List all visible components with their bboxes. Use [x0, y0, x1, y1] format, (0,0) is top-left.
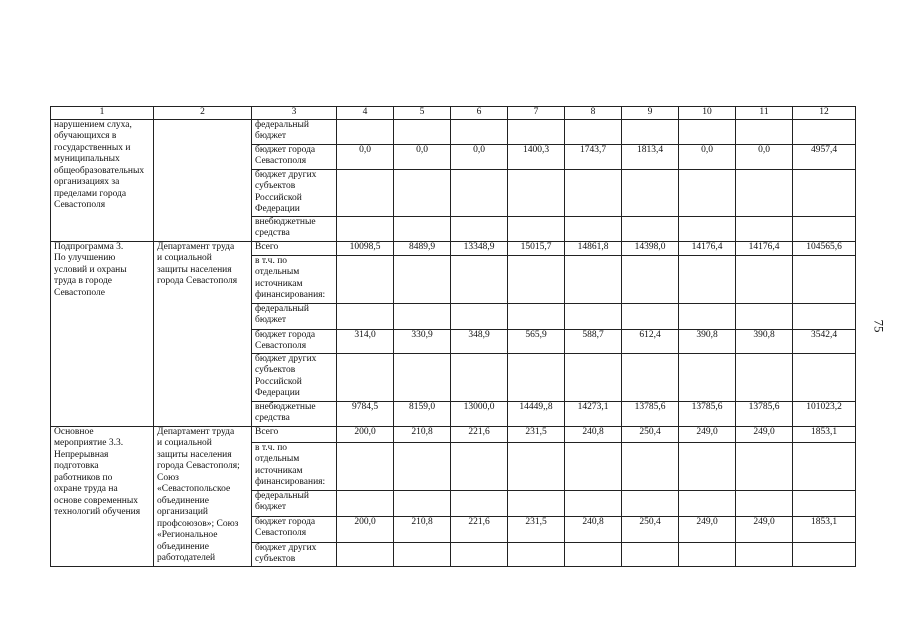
value-cell	[337, 255, 394, 303]
value-cell: 249,0	[679, 426, 736, 442]
value-cell	[736, 216, 793, 241]
value-cell	[736, 490, 793, 516]
value-cell: 0,0	[394, 144, 451, 169]
value-cell	[736, 119, 793, 144]
column-header: 3	[252, 107, 337, 120]
value-cell: 10098,5	[337, 241, 394, 255]
value-cell: 1853,1	[793, 516, 856, 542]
value-cell	[793, 255, 856, 303]
value-cell: 1743,7	[565, 144, 622, 169]
value-cell	[622, 542, 679, 566]
value-cell	[679, 442, 736, 490]
value-cell: 0,0	[451, 144, 508, 169]
value-cell: 104565,6	[793, 241, 856, 255]
value-cell: 390,8	[679, 329, 736, 353]
funding-source-cell: федеральный бюджет	[252, 119, 337, 144]
value-cell	[793, 542, 856, 566]
table-row	[51, 426, 856, 442]
value-cell	[451, 216, 508, 241]
value-cell: 1400,3	[508, 144, 565, 169]
funding-source-cell: бюджет города Севастополя	[252, 144, 337, 169]
value-cell	[394, 353, 451, 401]
column-header: 12	[793, 107, 856, 120]
value-cell	[736, 303, 793, 329]
value-cell: 9784,5	[337, 401, 394, 426]
value-cell	[565, 442, 622, 490]
table-row	[51, 119, 856, 144]
value-cell	[508, 442, 565, 490]
value-cell	[679, 119, 736, 144]
value-cell	[337, 542, 394, 566]
value-cell	[394, 303, 451, 329]
value-cell	[679, 353, 736, 401]
value-cell	[508, 255, 565, 303]
value-cell: 588,7	[565, 329, 622, 353]
funding-source-cell: в т.ч. по отдельным источникам финансирования:	[252, 442, 337, 490]
value-cell	[622, 169, 679, 216]
column-header: 7	[508, 107, 565, 120]
value-cell	[508, 303, 565, 329]
value-cell: 14176,4	[679, 241, 736, 255]
value-cell: 210,8	[394, 516, 451, 542]
column-header: 5	[394, 107, 451, 120]
page-number: 75	[871, 319, 887, 333]
program-name-cell: Основное мероприятие 3.3. Непрерывная подготовка работников по охране труда на основе современных технологий обучения	[51, 426, 154, 566]
value-cell	[622, 353, 679, 401]
value-cell: 330,9	[394, 329, 451, 353]
value-cell: 0,0	[736, 144, 793, 169]
value-cell	[394, 119, 451, 144]
value-cell	[679, 490, 736, 516]
value-cell	[508, 119, 565, 144]
value-cell: 8489,9	[394, 241, 451, 255]
value-cell: 0,0	[679, 144, 736, 169]
value-cell: 15015,7	[508, 241, 565, 255]
value-cell	[565, 303, 622, 329]
value-cell	[565, 490, 622, 516]
value-cell: 8159,0	[394, 401, 451, 426]
program-name-cell: Подпрограмма 3. По улучшению условий и охраны труда в городе Севастополе	[51, 241, 154, 426]
value-cell	[679, 303, 736, 329]
value-cell	[622, 119, 679, 144]
value-cell	[793, 169, 856, 216]
value-cell	[679, 542, 736, 566]
value-cell	[736, 353, 793, 401]
value-cell: 390,8	[736, 329, 793, 353]
value-cell	[793, 216, 856, 241]
value-cell: 14861,8	[565, 241, 622, 255]
value-cell	[565, 169, 622, 216]
value-cell: 612,4	[622, 329, 679, 353]
value-cell: 221,6	[451, 516, 508, 542]
value-cell	[337, 216, 394, 241]
value-cell	[508, 353, 565, 401]
value-cell	[622, 490, 679, 516]
value-cell	[793, 353, 856, 401]
value-cell	[565, 119, 622, 144]
value-cell	[394, 442, 451, 490]
value-cell	[793, 442, 856, 490]
column-header: 9	[622, 107, 679, 120]
value-cell	[508, 542, 565, 566]
funding-source-cell: внебюджетные средства	[252, 216, 337, 241]
value-cell: 231,5	[508, 516, 565, 542]
value-cell	[679, 216, 736, 241]
value-cell	[736, 255, 793, 303]
column-header: 2	[154, 107, 252, 120]
value-cell: 200,0	[337, 516, 394, 542]
value-cell: 0,0	[337, 144, 394, 169]
value-cell	[565, 216, 622, 241]
value-cell: 200,0	[337, 426, 394, 442]
value-cell	[793, 119, 856, 144]
budget-table	[50, 106, 856, 567]
column-header: 10	[679, 107, 736, 120]
value-cell	[451, 490, 508, 516]
funding-source-cell: бюджет других субъектов	[252, 542, 337, 566]
funding-source-cell: бюджет города Севастополя	[252, 516, 337, 542]
value-cell: 231,5	[508, 426, 565, 442]
value-cell: 3542,4	[793, 329, 856, 353]
value-cell	[451, 169, 508, 216]
column-header: 8	[565, 107, 622, 120]
value-cell	[622, 216, 679, 241]
value-cell: 14398,0	[622, 241, 679, 255]
value-cell	[622, 303, 679, 329]
value-cell	[451, 119, 508, 144]
program-name-cell: нарушением слуха, обучающихся в государственных и муниципальных общеобразовательных организациях за пределами города Севастополя	[51, 119, 154, 241]
value-cell	[394, 542, 451, 566]
value-cell: 13785,6	[736, 401, 793, 426]
funding-source-cell: федеральный бюджет	[252, 490, 337, 516]
value-cell: 210,8	[394, 426, 451, 442]
value-cell	[622, 255, 679, 303]
value-cell	[451, 255, 508, 303]
value-cell	[622, 442, 679, 490]
value-cell: 14449,,8	[508, 401, 565, 426]
funding-source-cell: бюджет других субъектов Российской Федерации	[252, 353, 337, 401]
value-cell	[451, 353, 508, 401]
column-header: 11	[736, 107, 793, 120]
executor-cell	[154, 119, 252, 241]
value-cell	[337, 169, 394, 216]
value-cell	[736, 169, 793, 216]
value-cell	[508, 216, 565, 241]
value-cell	[394, 169, 451, 216]
value-cell	[736, 442, 793, 490]
funding-source-cell: бюджет города Севастополя	[252, 329, 337, 353]
value-cell	[394, 216, 451, 241]
value-cell: 4957,4	[793, 144, 856, 169]
value-cell: 565,9	[508, 329, 565, 353]
value-cell: 250,4	[622, 516, 679, 542]
value-cell	[394, 255, 451, 303]
value-cell	[394, 490, 451, 516]
value-cell: 101023,2	[793, 401, 856, 426]
value-cell	[679, 255, 736, 303]
funding-source-cell: в т.ч. по отдельным источникам финансирования:	[252, 255, 337, 303]
value-cell: 13348,9	[451, 241, 508, 255]
value-cell: 249,0	[679, 516, 736, 542]
value-cell: 348,9	[451, 329, 508, 353]
value-cell	[451, 542, 508, 566]
value-cell: 249,0	[736, 426, 793, 442]
value-cell	[451, 303, 508, 329]
value-cell	[508, 490, 565, 516]
value-cell	[451, 442, 508, 490]
value-cell	[565, 255, 622, 303]
executor-cell: Департамент труда и социальной защиты населения города Севастополя	[154, 241, 252, 426]
funding-source-cell: Всего	[252, 426, 337, 442]
value-cell	[679, 169, 736, 216]
value-cell	[337, 490, 394, 516]
funding-source-cell: бюджет других субъектов Российской Федерации	[252, 169, 337, 216]
value-cell	[565, 353, 622, 401]
column-header: 6	[451, 107, 508, 120]
value-cell: 1853,1	[793, 426, 856, 442]
value-cell: 14273,1	[565, 401, 622, 426]
value-cell	[508, 169, 565, 216]
value-cell	[337, 353, 394, 401]
value-cell	[337, 442, 394, 490]
value-cell: 240,8	[565, 516, 622, 542]
header-row	[51, 107, 856, 120]
value-cell: 13785,6	[622, 401, 679, 426]
value-cell: 221,6	[451, 426, 508, 442]
value-cell	[793, 303, 856, 329]
value-cell	[736, 542, 793, 566]
value-cell: 240,8	[565, 426, 622, 442]
value-cell: 13000,0	[451, 401, 508, 426]
funding-source-cell: внебюджетные средства	[252, 401, 337, 426]
funding-source-cell: Всего	[252, 241, 337, 255]
value-cell: 249,0	[736, 516, 793, 542]
value-cell: 314,0	[337, 329, 394, 353]
table-row	[51, 241, 856, 255]
value-cell	[337, 119, 394, 144]
value-cell: 250,4	[622, 426, 679, 442]
executor-cell: Департамент труда и социальной защиты населения города Севастополя; Союз «Севастопольское объединение организаций профсоюзов»; Союз «Региональное объединение работодателей	[154, 426, 252, 566]
funding-source-cell: федеральный бюджет	[252, 303, 337, 329]
value-cell: 13785,6	[679, 401, 736, 426]
column-header: 4	[337, 107, 394, 120]
value-cell	[337, 303, 394, 329]
column-header: 1	[51, 107, 154, 120]
value-cell: 1813,4	[622, 144, 679, 169]
value-cell	[793, 490, 856, 516]
value-cell	[565, 542, 622, 566]
value-cell: 14176,4	[736, 241, 793, 255]
